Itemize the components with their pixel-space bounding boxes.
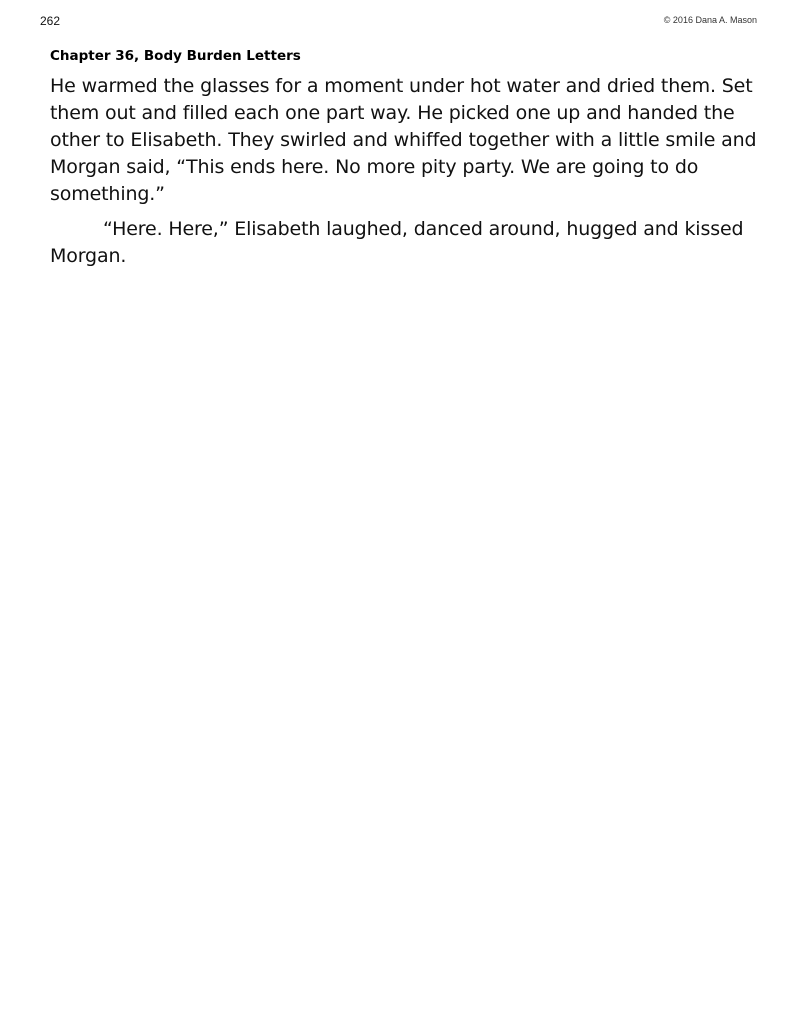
copyright-notice: © 2016 Dana A. Mason — [663, 15, 757, 25]
chapter-title: Chapter 36, Body Burden Letters — [50, 48, 301, 64]
paragraph-1: He warmed the glasses for a moment under hot water and dried them. Set them out and filled each one part way. He picked one up and handed the other to Elisabeth. They swirled and whiffed together with a little smile and Morgan said, “This ends here. No more pity party. We are going to do something.” — [50, 75, 757, 205]
paragraph-2: “Here. Here,” Elisabeth laughed, danced around, hugged and kissed Morgan. — [50, 218, 744, 267]
page-number: 262 — [40, 14, 61, 28]
body-text — [50, 73, 762, 278]
